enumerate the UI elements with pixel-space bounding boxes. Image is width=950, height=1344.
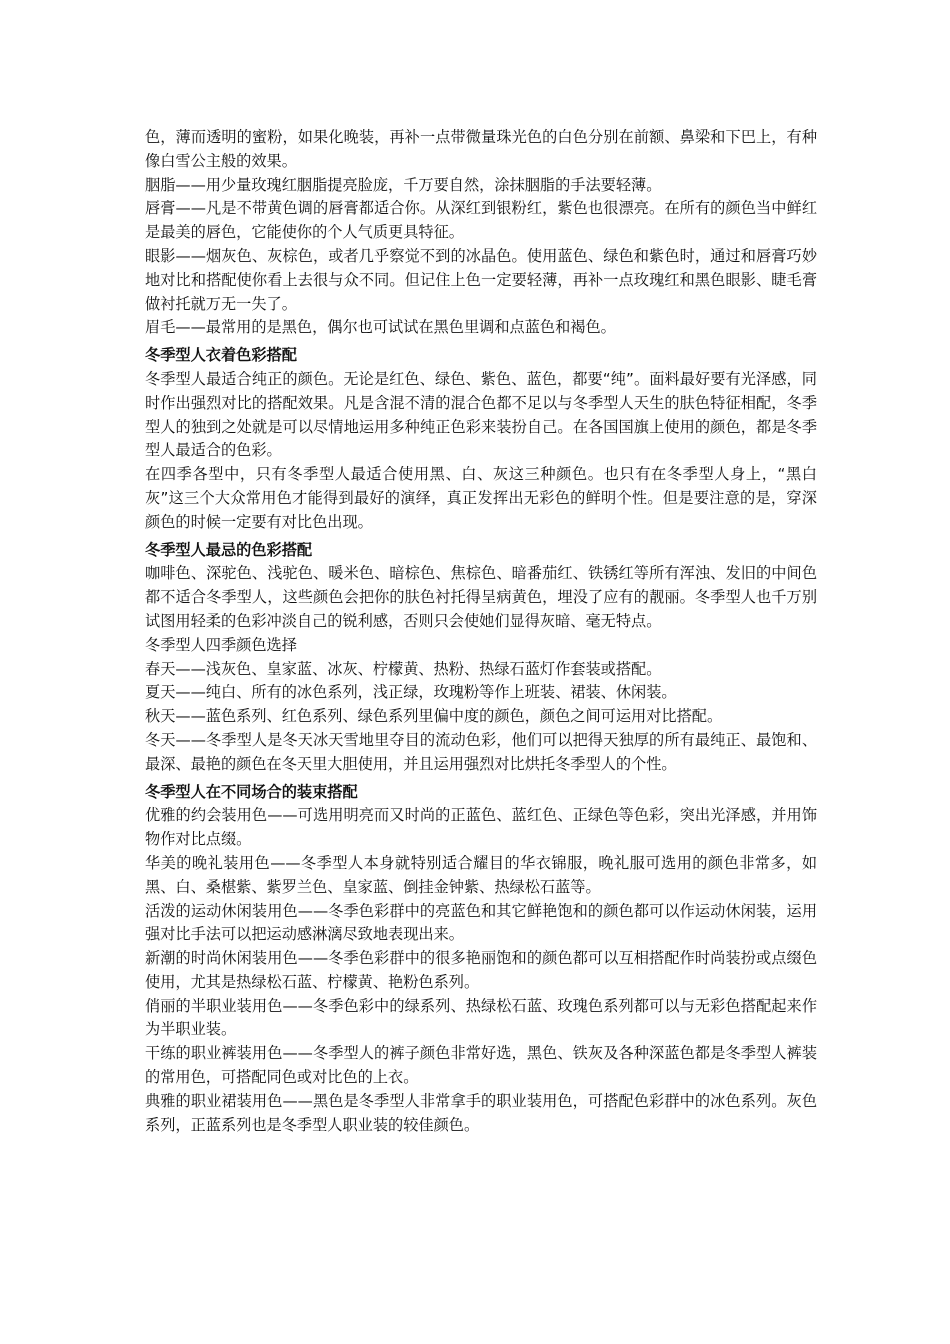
paragraph: 夏天——纯白、所有的冰色系列，浅正绿，玫瑰粉等作上班装、裙装、休闲装。 <box>145 683 677 702</box>
paragraph: 色，薄而透明的蜜粉，如果化晚装，再补一点带微量珠光色的白色分别在前额、鼻梁和下巴上，有种像白雪公主般的效果。 <box>145 128 817 170</box>
section-heading: 冬季型人最忌的色彩搭配 <box>145 540 313 559</box>
document-body <box>145 126 817 1137</box>
paragraph: 胭脂——用少量玫瑰红胭脂提亮脸庞，千万要自然，涂抹胭脂的手法要轻薄。 <box>145 175 662 194</box>
paragraph: 新潮的时尚休闲装用色——冬季色彩群中的很多艳丽饱和的颜色都可以互相搭配作时尚装扮或点缀色使用，尤其是热绿松石蓝、柠檬黄、艳粉色系列。 <box>145 949 817 991</box>
paragraph: 唇膏——凡是不带黄色调的唇膏都适合你。从深红到银粉红，紫色也很漂亮。在所有的颜色当中鲜红是最美的唇色，它能使你的个人气质更具特征。 <box>145 199 817 242</box>
paragraph: 秋天——蓝色系列、红色系列、绿色系列里偏中度的颜色，颜色之间可运用对比搭配。 <box>145 707 723 726</box>
paragraph: 冬天——冬季型人是冬天冰天雪地里夺目的流动色彩，他们可以把得天独厚的所有最纯正、最饱和、最深、最艳的颜色在冬天里大胆使用，并且运用强烈对比烘托冬季型人的个性。 <box>145 730 817 773</box>
paragraph: 俏丽的半职业装用色——冬季色彩中的绿系列、热绿松石蓝、玫瑰色系列都可以与无彩色搭配起来作为半职业装。 <box>145 996 817 1039</box>
paragraph: 华美的晚礼装用色——冬季型人本身就特别适合耀目的华衣锦服，晚礼服可选用的颜色非常多，如黑、白、桑椹紫、紫罗兰色、皇家蓝、倒挂金钟紫、热绿松石蓝等。 <box>145 853 817 896</box>
section-heading: 冬季型人衣着色彩搭配 <box>145 346 297 365</box>
paragraph: 咖啡色、深驼色、浅驼色、暖米色、暗棕色、焦棕色、暗番茄红、铁锈红等所有浑浊、发旧的中间色都不适合冬季型人，这些颜色会把你的肤色衬托得呈病黄色，埋没了应有的靓丽。冬季型人也千万别试图用轻柔的色彩冲淡自己的锐利感，否则只会使她们显得灰暗、毫无特点。 <box>145 564 817 630</box>
paragraph: 活泼的运动休闲装用色——冬季色彩群中的亮蓝色和其它鲜艳饱和的颜色都可以作运动休闲装，运用强对比手法可以把运动感淋漓尽致地表现出来。 <box>145 901 817 944</box>
paragraph: 春天——浅灰色、皇家蓝、冰灰、柠檬黄、热粉、热绿石蓝灯作套装或搭配。 <box>145 659 662 678</box>
paragraph: 冬季型人最适合纯正的颜色。无论是红色、绿色、紫色、蓝色，都要“纯”。面料最好要有光泽感，同时作出强烈对比的搭配效果。凡是含混不清的混合色都不足以与冬季型人天生的肤色特征相配，冬季型人的独到之处就是可以尽情地运用多种纯正色彩来装扮自己。在各国国旗上使用的颜色，都是冬季型人最适合的色彩。 <box>145 369 817 460</box>
paragraph: 典雅的职业裙装用色——黑色是冬季型人非常拿手的职业装用色，可搭配色彩群中的冰色系列。灰色系列，正蓝系列也是冬季型人职业装的较佳颜色。 <box>145 1091 817 1134</box>
paragraph: 干练的职业裤装用色——冬季型人的裤子颜色非常好选，黑色、铁灰及各种深蓝色都是冬季型人裤装的常用色，可搭配同色或对比色的上衣。 <box>145 1044 817 1087</box>
paragraph: 在四季各型中，只有冬季型人最适合使用黑、白、灰这三种颜色。也只有在冬季型人身上，“黑白灰”这三个大众常用色才能得到最好的演绎，真正发挥出无彩色的鲜明个性。但是要注意的是，穿深颜色的时候一定要有对比色出现。 <box>145 465 817 531</box>
section-heading: 冬季型人在不同场合的装束搭配 <box>145 782 358 801</box>
paragraph: 眉毛——最常用的是黑色，偶尔也可试试在黑色里调和点蓝色和褐色。 <box>145 318 616 337</box>
paragraph: 冬季型人四季颜色选择 <box>145 635 297 654</box>
paragraph: 眼影——烟灰色、灰棕色，或者几乎察觉不到的冰晶色。使用蓝色、绿色和紫色时，通过和唇膏巧妙地对比和搭配使你看上去很与众不同。但记住上色一定要轻薄，再补一点玫瑰红和黑色眼影、睫毛膏做衬托就万无一失了。 <box>145 246 817 313</box>
paragraph: 优雅的约会装用色——可选用明亮而又时尚的正蓝色、蓝红色、正绿色等色彩，突出光泽感，并用饰物作对比点缀。 <box>145 806 817 849</box>
